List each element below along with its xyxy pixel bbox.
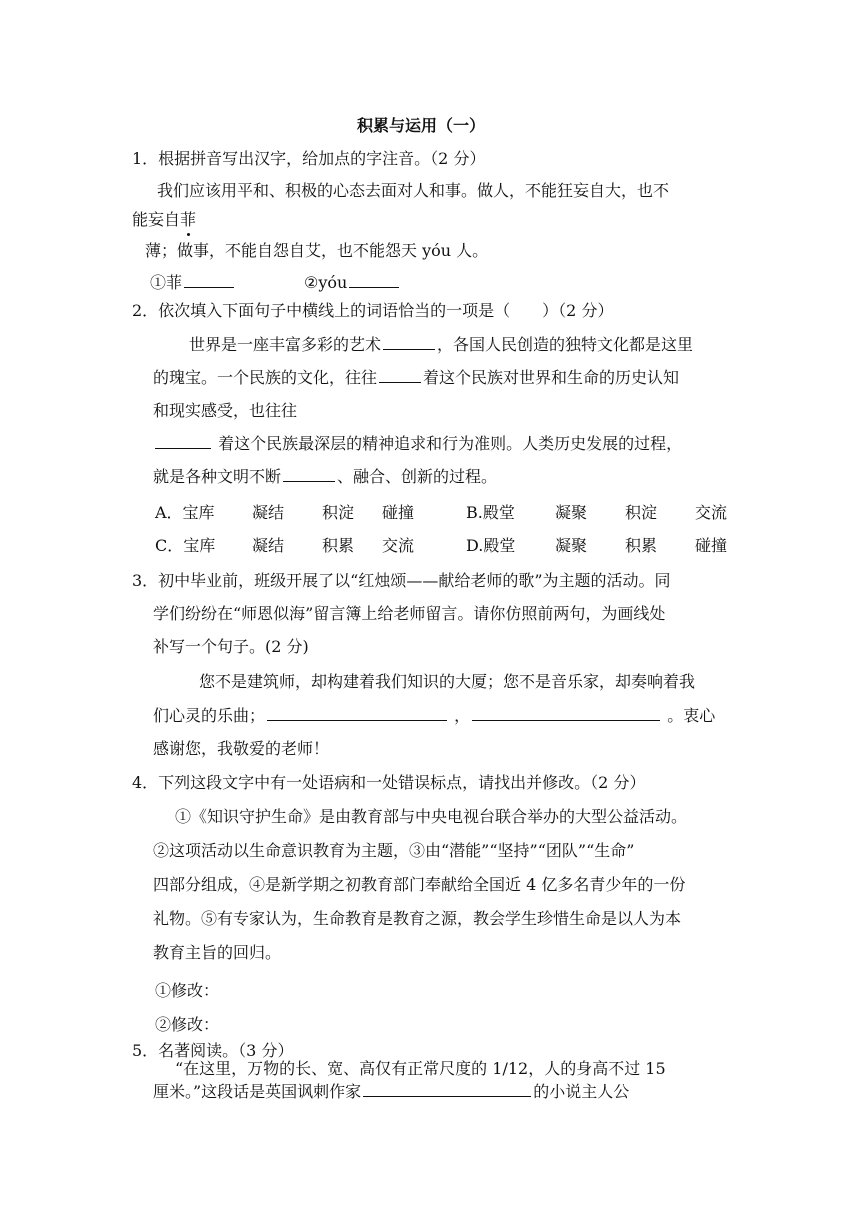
question-5-stem: 5．名著阅读。（3 分） <box>132 1041 294 1060</box>
question-4-fix-1[interactable]: ①修改： <box>155 981 220 1000</box>
option-d-word-3: 积累 <box>625 536 658 555</box>
option-c-label[interactable]: C．宝库 <box>155 536 216 555</box>
question-2-line-3: 和现实感受，也往往 <box>153 401 298 420</box>
question-5-line-2 <box>153 1081 629 1103</box>
option-a-word-3: 积淀 <box>322 503 355 522</box>
q2-text: 的瑰宝。一个民族的文化，往往 <box>153 368 378 387</box>
answer-2-label: ②yóu <box>304 273 348 292</box>
question-2-line-4 <box>153 433 682 455</box>
question-4-line-5: 教育主旨的回归。 <box>153 943 282 962</box>
q3-text: ， <box>454 706 471 725</box>
page-title: 积累与运用（一） <box>357 116 486 135</box>
option-c-word-4: 交流 <box>382 536 415 555</box>
q2-text: 就是各种文明不断 <box>153 467 282 486</box>
question-1-line-2-text: 能妄自 <box>132 210 181 229</box>
q3-text: 们心灵的乐曲； <box>153 706 266 725</box>
question-1-answer-2 <box>304 272 401 294</box>
question-5-line-1: “在这里，万物的长、宽、高仅有正常尺度的 1/12，人的身高不过 15 <box>175 1059 666 1078</box>
question-1-line-1: 我们应该用平和、积极的心态去面对人和事。做人，不能狂妄自大，也不 <box>157 181 670 200</box>
q3-text: 。衷心 <box>667 706 716 725</box>
question-2-stem: 2．依次填入下面句子中横线上的词语恰当的一项是（ ）（2 分） <box>132 301 614 320</box>
question-1-line-2 <box>132 209 196 231</box>
option-d-label[interactable]: D.殿堂 <box>466 536 516 555</box>
question-2-line-2 <box>153 367 679 389</box>
q2-text: 、融合、创新的过程。 <box>337 467 498 486</box>
dotted-character: 菲 <box>180 210 197 229</box>
q5-text: 的小说主人公 <box>533 1082 630 1101</box>
question-3-line-2: 学们纷纷在“师恩似海”留言簿上给老师留言。请你仿照前两句，为画线处 <box>153 604 666 623</box>
question-3-line-6: 感谢您，我敬爱的老师！ <box>153 739 330 758</box>
question-4-line-4: 礼物。⑤有专家认为，生命教育是教育之源，教会学生珍惜生命是以人为本 <box>153 909 682 928</box>
option-a-label[interactable]: A．宝库 <box>155 503 215 522</box>
question-4-line-3: 四部分组成，④是新学期之初教育部门奉献给全国近 4 亿多名青少年的一份 <box>153 875 686 894</box>
question-3-line-1: 3．初中毕业前，班级开展了以“红烛颂——献给老师的歌”为主题的活动。同 <box>132 571 671 590</box>
question-4-stem: 4．下列这段文字中有一处语病和一处错误标点，请找出并修改。（2 分） <box>132 773 646 792</box>
q2-text: 着这个民族对世界和生命的历史认知 <box>423 368 680 387</box>
answer-1-blank[interactable] <box>184 273 234 288</box>
answer-1-label: ①菲 <box>150 273 183 292</box>
question-4-fix-2[interactable]: ②修改： <box>155 1015 220 1034</box>
q2-text: 世界是一座丰富多彩的艺术 <box>189 335 382 354</box>
question-3-line-5 <box>153 705 715 727</box>
option-d-word-2: 凝聚 <box>555 536 588 555</box>
option-c-word-2: 凝结 <box>252 536 285 555</box>
fill-blank[interactable] <box>379 368 421 383</box>
option-b-word-4: 交流 <box>695 503 728 522</box>
answer-2-blank[interactable] <box>349 273 399 288</box>
question-4-line-2: ②这项活动以生命意识教育为主题，③由“潜能”“坚持”“团队”“生命” <box>153 841 635 860</box>
question-3-line-3: 补写一个句子。(2 分) <box>153 637 309 656</box>
answer-blank-1[interactable] <box>267 706 447 721</box>
question-1-answer-1 <box>150 272 236 294</box>
question-1-stem: 1．根据拼音写出汉字，给加点的字注音。（2 分） <box>132 149 486 168</box>
question-2-line-5 <box>153 466 497 488</box>
question-4-line-1: ①《知识守护生命》是由教育部与中央电视台联合举办的大型公益活动。 <box>175 807 688 826</box>
author-blank[interactable] <box>363 1082 531 1097</box>
option-b-word-3: 积淀 <box>625 503 658 522</box>
q2-text: 着这个民族最深层的精神追求和行为准则。人类历史发展的过程， <box>218 434 683 453</box>
q2-text: ，各国人民创造的独特文化都是这里 <box>437 335 694 354</box>
option-b-word-2: 凝聚 <box>555 503 588 522</box>
option-a-word-2: 凝结 <box>252 503 285 522</box>
question-2-line-1 <box>189 334 693 356</box>
option-a-word-4: 碰撞 <box>382 503 415 522</box>
fill-blank[interactable] <box>283 467 335 482</box>
question-1-line-3: 薄；做事，不能自怨自艾，也不能怨天 yóu 人。 <box>145 241 489 260</box>
option-b-label[interactable]: B.殿堂 <box>466 503 515 522</box>
question-3-line-4: 您不是建筑师，却构建着我们知识的大厦；您不是音乐家，却奏响着我 <box>199 672 696 691</box>
fill-blank[interactable] <box>155 434 211 449</box>
answer-blank-2[interactable] <box>472 706 660 721</box>
q5-text: 厘米。”这段话是英国讽刺作家 <box>153 1082 362 1101</box>
option-c-word-3: 积累 <box>322 536 355 555</box>
option-d-word-4: 碰撞 <box>695 536 728 555</box>
fill-blank[interactable] <box>383 335 435 350</box>
